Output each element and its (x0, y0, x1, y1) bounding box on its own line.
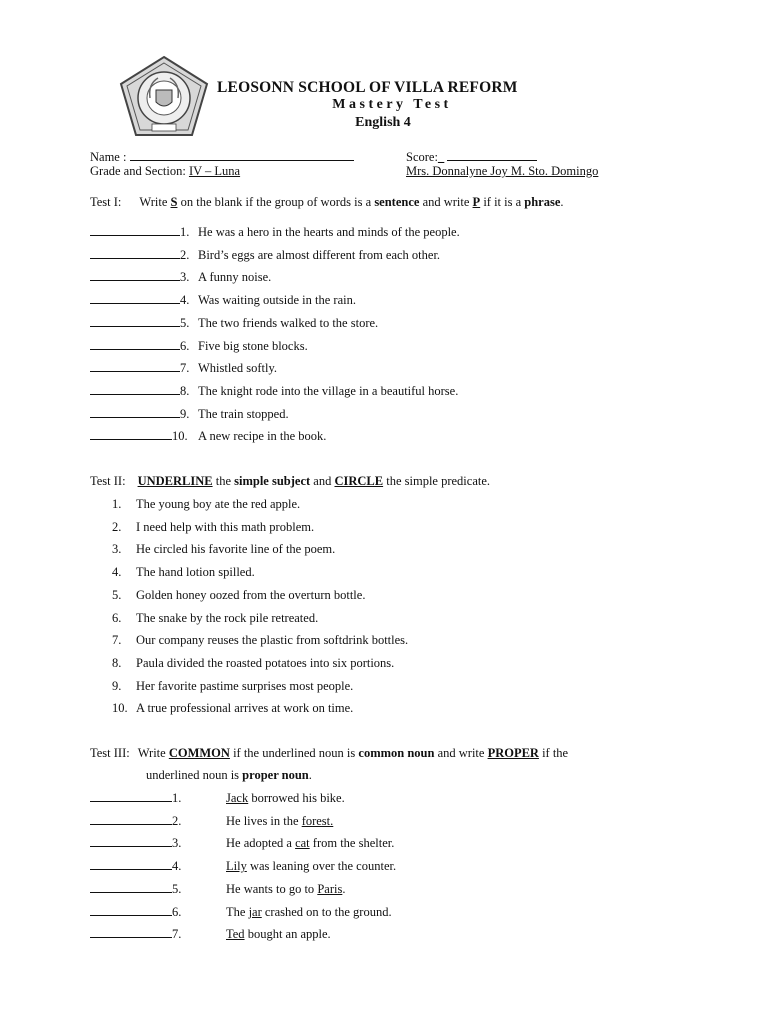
item-number: 9. (112, 678, 122, 693)
answer-blank[interactable] (90, 915, 172, 916)
item-text: A funny noise. (198, 270, 272, 285)
item-text: Paula divided the roasted potatoes into six portions. (136, 655, 395, 670)
item-number: 3. (172, 836, 182, 851)
test1-item (90, 361, 277, 376)
item-text: The snake by the rock pile retreated. (136, 610, 319, 625)
test2-item (112, 520, 314, 535)
test2-item (112, 611, 318, 626)
item-number: 7. (112, 633, 122, 648)
test3-item (90, 927, 331, 942)
item-number: 3. (112, 542, 122, 557)
item-text: Our company reuses the plastic from softdrink bottles. (136, 633, 409, 648)
answer-blank[interactable] (90, 235, 180, 236)
grade-section-line: Grade and Section: IV – Luna (90, 164, 315, 179)
item-number: 2. (112, 519, 122, 534)
score-line: Score:_ (406, 150, 537, 165)
test1-item (90, 248, 440, 263)
item-text-before: He adopted a (226, 836, 296, 851)
test3-item (90, 836, 394, 851)
score-blank[interactable] (447, 160, 537, 161)
item-text: Was waiting outside in the rain. (198, 293, 356, 308)
item-number: 6. (112, 610, 122, 625)
item-number: 10. (172, 429, 188, 444)
item-text: The knight rode into the village in a beautiful horse. (198, 383, 459, 398)
test2-item (112, 701, 353, 716)
item-text: A true professional arrives at work on time. (136, 701, 354, 716)
item-text-after: borrowed his bike. (248, 791, 345, 805)
test2-instructions: Test II: UNDERLINE the simple subject and CIRCLE the simple predicate. (90, 474, 491, 488)
item-text-after: . (342, 881, 346, 896)
grade-section-value: IV – Luna (188, 164, 241, 178)
item-number: 10. (112, 701, 128, 716)
answer-blank[interactable] (90, 824, 172, 825)
item-text: Golden honey oozed from the overturn bottle. (136, 587, 366, 602)
answer-blank[interactable] (90, 801, 172, 802)
item-number: 1. (180, 225, 190, 239)
item-number: 5. (112, 587, 122, 602)
test3-item (90, 905, 392, 920)
item-number: 2. (180, 247, 190, 262)
underlined-noun: Jack (226, 791, 249, 805)
test2-item (112, 542, 335, 557)
item-text-after: was leaning over the counter. (246, 859, 397, 874)
test2-item (112, 497, 300, 512)
item-text-before: The (226, 904, 249, 919)
underlined-noun: jar (248, 904, 262, 919)
item-text: The young boy ate the red apple. (136, 497, 301, 511)
name-line: Name : (90, 150, 354, 165)
answer-blank[interactable] (90, 326, 180, 327)
answer-blank[interactable] (90, 846, 172, 847)
item-number: 8. (112, 655, 122, 670)
item-text: I need help with this math problem. (136, 519, 315, 534)
answer-blank[interactable] (90, 439, 172, 440)
item-text: Five big stone blocks. (198, 338, 308, 353)
item-number: 1. (172, 791, 182, 805)
test3-item (90, 814, 333, 829)
answer-blank[interactable] (90, 280, 180, 281)
test1-item (90, 270, 271, 285)
subject-title: English 4 (355, 115, 411, 130)
item-number: 5. (180, 315, 190, 330)
test-title: Mastery Test (332, 97, 452, 112)
test3-instructions: Test III: Write COMMON if the underlined noun is common noun and write PROPER if the (90, 746, 569, 760)
test1-item (90, 293, 356, 308)
underlined-noun: Ted (226, 927, 245, 942)
answer-blank[interactable] (90, 892, 172, 893)
underlined-noun: cat (295, 836, 310, 851)
item-number: 6. (180, 338, 190, 353)
test3-item (90, 791, 345, 806)
answer-blank[interactable] (90, 371, 180, 372)
item-text-after: bought an apple. (244, 927, 331, 942)
answer-blank[interactable] (90, 417, 180, 418)
item-number: 6. (172, 904, 182, 919)
teacher-name: Mrs. Donnalyne Joy M. Sto. Domingo (406, 164, 599, 178)
item-number: 3. (180, 270, 190, 285)
item-number: 7. (172, 927, 182, 942)
test1-item (90, 384, 458, 399)
item-number: 2. (172, 813, 182, 828)
underlined-noun: Lily (226, 859, 247, 874)
test3-item (90, 882, 345, 897)
test2-item (112, 656, 394, 671)
name-blank[interactable] (130, 160, 354, 161)
underlined-noun: forest. (301, 813, 334, 828)
item-text: Whistled softly. (198, 361, 278, 376)
item-number: 5. (172, 881, 182, 896)
test1-item (90, 316, 378, 331)
test3-instructions-line2: underlined noun is proper noun. (146, 768, 312, 782)
test1-item (90, 429, 326, 444)
item-text: He circled his favorite line of the poem. (136, 542, 336, 557)
test3-item (90, 859, 396, 874)
test1-item (90, 407, 289, 422)
school-name: LEOSONN SCHOOL OF VILLA REFORM (217, 79, 518, 96)
item-number: 4. (180, 293, 190, 308)
test2-item (112, 633, 408, 648)
item-text: Her favorite pastime surprises most people. (136, 678, 354, 693)
test1-instructions: Test I: Write S on the blank if the group of words is a sentence and write P if it is a phrase. (90, 195, 564, 209)
item-text-before: He wants to go to (226, 881, 318, 896)
item-number: 4. (172, 859, 182, 874)
test1-item (90, 225, 460, 240)
item-text-after: crashed on to the ground. (261, 904, 392, 919)
item-number: 7. (180, 361, 190, 376)
item-text: Bird’s eggs are almost different from each other. (198, 247, 441, 262)
item-number: 8. (180, 383, 190, 398)
item-text-after: from the shelter. (309, 836, 395, 851)
item-number: 4. (112, 565, 122, 580)
item-text-before: He lives in the (226, 813, 302, 828)
underlined-noun: Paris (317, 881, 343, 896)
item-text: The train stopped. (198, 406, 289, 421)
answer-blank[interactable] (90, 869, 172, 870)
item-text: A new recipe in the book. (198, 429, 327, 444)
answer-blank[interactable] (90, 258, 180, 259)
answer-blank[interactable] (90, 394, 180, 395)
test2-item (112, 588, 365, 603)
test1-item (90, 339, 308, 354)
answer-blank[interactable] (90, 937, 172, 938)
test2-item (112, 679, 353, 694)
item-text: The two friends walked to the store. (198, 315, 379, 330)
item-text: He was a hero in the hearts and minds of the people. (198, 225, 460, 239)
item-number: 1. (112, 497, 122, 511)
item-number: 9. (180, 406, 190, 421)
test2-item (112, 565, 255, 580)
item-text: The hand lotion spilled. (136, 565, 255, 580)
answer-blank[interactable] (90, 349, 180, 350)
answer-blank[interactable] (90, 303, 180, 304)
